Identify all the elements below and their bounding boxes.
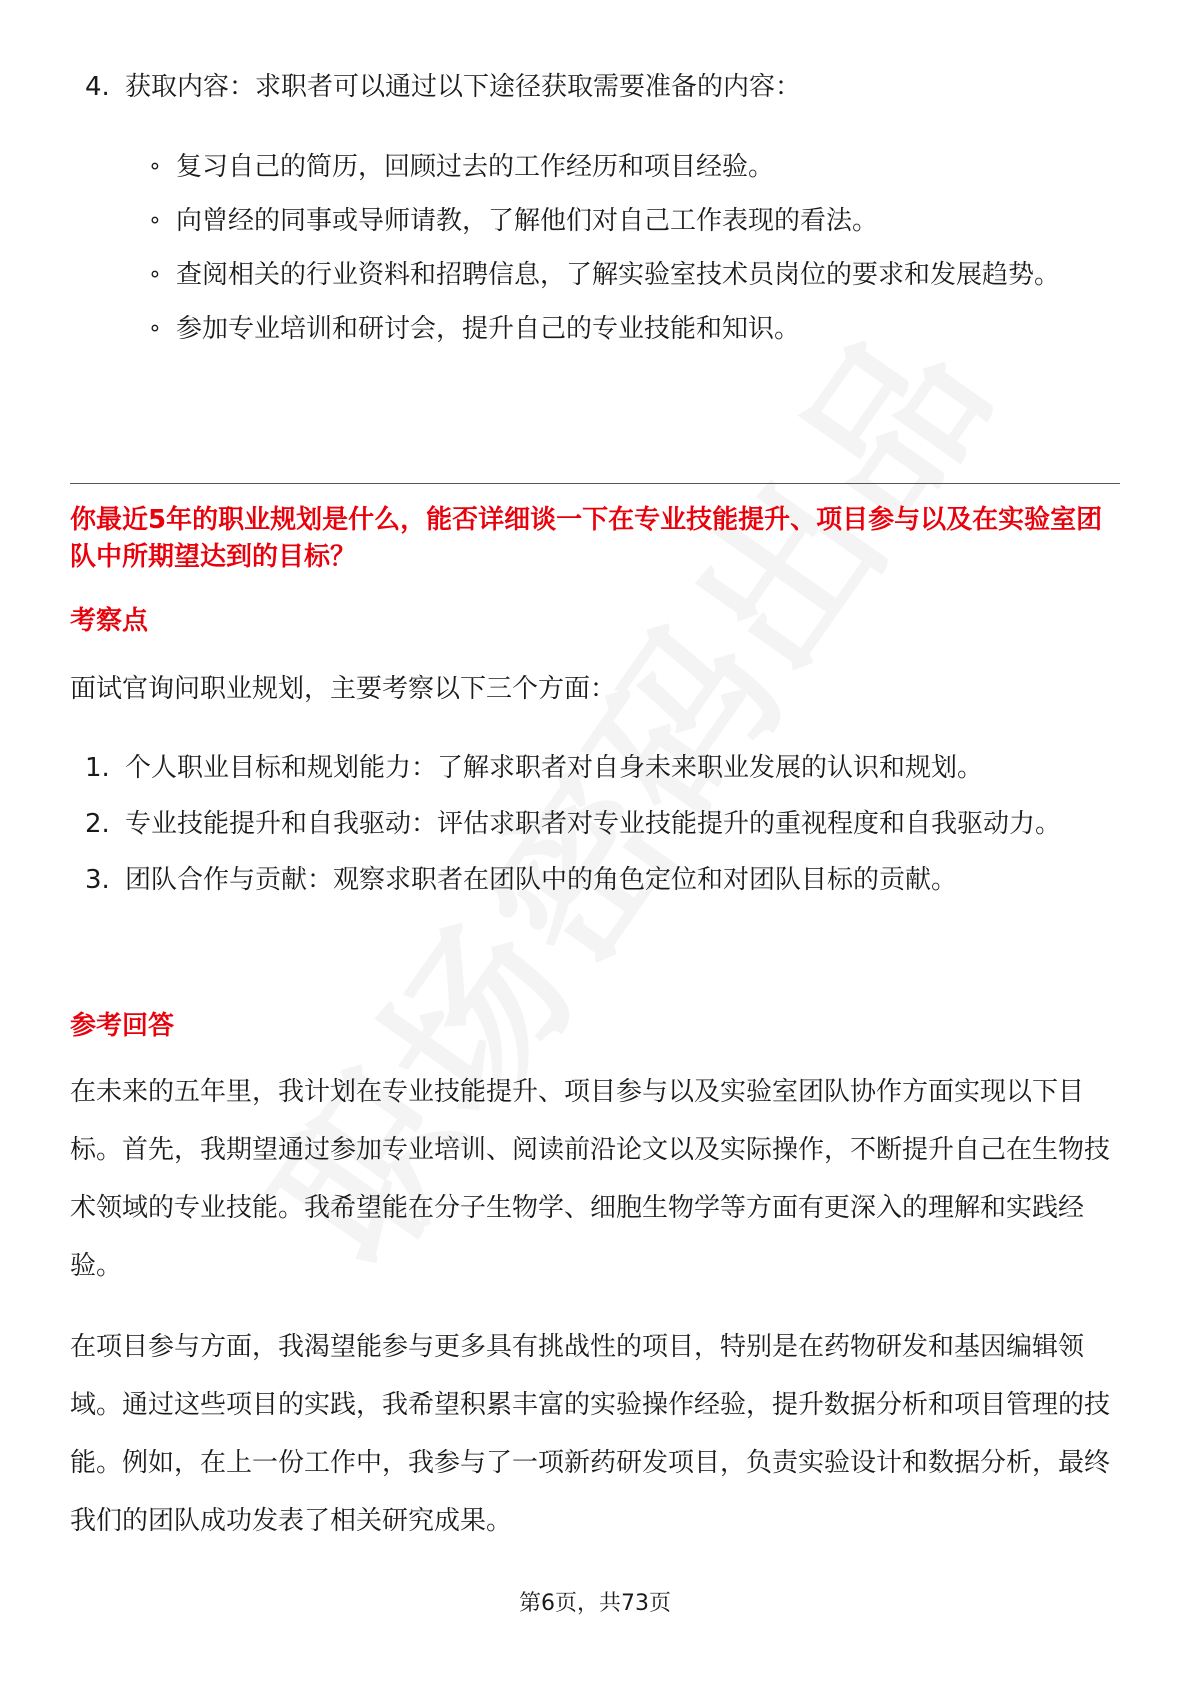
item-number: 3. bbox=[85, 865, 110, 895]
circle-bullet-icon: ∘ bbox=[148, 154, 162, 179]
item-text: 专业技能提升和自我驱动：评估求职者对专业技能提升的重视程度和自我驱动力。 bbox=[125, 809, 1062, 839]
item-text: 个人职业目标和规划能力：了解求职者对自身未来职业发展的认识和规划。 bbox=[125, 753, 984, 783]
list-item bbox=[148, 248, 1108, 302]
list-item bbox=[85, 796, 1125, 852]
examine-heading: 考察点 bbox=[70, 606, 149, 636]
list-item bbox=[85, 740, 1125, 796]
item-text: 获取内容：求职者可以通过以下途径获取需要准备的内容： bbox=[125, 72, 802, 102]
question-title: 你最近5年的职业规划是什么，能否详细谈一下在专业技能提升、项目参与以及在实验室团队中所期望达到的目标？ bbox=[70, 505, 1103, 572]
list-item bbox=[148, 194, 1108, 248]
circle-bullet-icon: ∘ bbox=[148, 316, 162, 341]
page-footer: 第6页，共73页 bbox=[519, 1591, 671, 1616]
bullet-text: 参加专业培训和研讨会，提升自己的专业技能和知识。 bbox=[176, 314, 801, 344]
list-item bbox=[148, 140, 1108, 194]
answer-heading: 参考回答 bbox=[70, 1011, 175, 1041]
examine-list bbox=[85, 740, 1125, 908]
list-item bbox=[148, 302, 1108, 356]
circle-bullet-icon: ∘ bbox=[148, 262, 162, 287]
answer-paragraph-2: 在项目参与方面，我渴望能参与更多具有挑战性的项目，特别是在药物研发和基因编辑领域。通过这些项目的实践，我希望积累丰富的实验操作经验，提升数据分析和项目管理的技能。例如，在上一份工作中，我参与了一项新药研发项目，负责实验设计和数据分析，最终我们的团队成功发表了相关研究成果。 bbox=[70, 1332, 1111, 1536]
answer-paragraph-1: 在未来的五年里，我计划在专业技能提升、项目参与以及实验室团队协作方面实现以下目标。首先，我期望通过参加专业培训、阅读前沿论文以及实际操作，不断提升自己在生物技术领域的专业技能。我希望能在分子生物学、细胞生物学等方面有更深入的理解和实践经验。 bbox=[70, 1077, 1111, 1281]
bullet-text: 向曾经的同事或导师请教，了解他们对自己工作表现的看法。 bbox=[176, 206, 879, 236]
numbered-item-4 bbox=[85, 58, 1125, 116]
item-number: 4. bbox=[85, 72, 110, 102]
list-item bbox=[85, 852, 1125, 908]
bullet-text: 复习自己的简历，回顾过去的工作经历和项目经验。 bbox=[176, 152, 775, 182]
section-divider bbox=[70, 483, 1120, 484]
item-text: 团队合作与贡献：观察求职者在团队中的角色定位和对团队目标的贡献。 bbox=[125, 865, 958, 895]
bullet-list bbox=[148, 140, 1108, 356]
bullet-text: 查阅相关的行业资料和招聘信息，了解实验室技术员岗位的要求和发展趋势。 bbox=[176, 260, 1061, 290]
examine-intro: 面试官询问职业规划，主要考察以下三个方面： bbox=[70, 674, 617, 704]
circle-bullet-icon: ∘ bbox=[148, 208, 162, 233]
item-number: 1. bbox=[85, 753, 110, 783]
item-number: 2. bbox=[85, 809, 110, 839]
